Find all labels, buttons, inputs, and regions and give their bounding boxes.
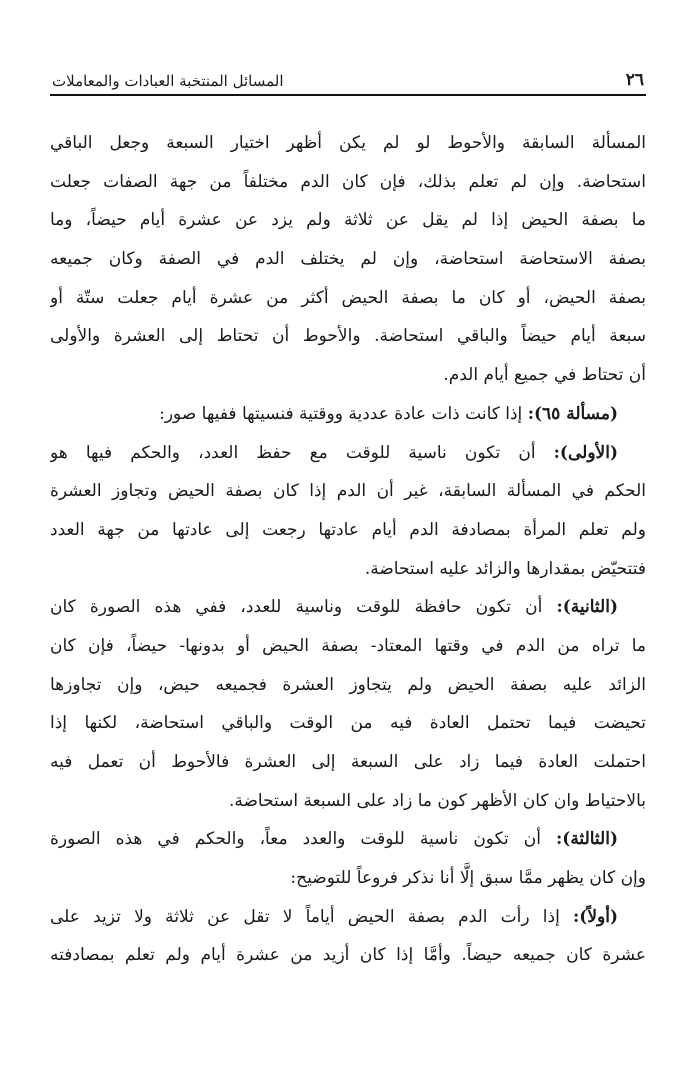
line-text: المسألة السابقة والأحوط لو لم يكن أظهر اختيار السبعة وجعل الباقي — [50, 133, 646, 153]
text-line — [50, 782, 646, 821]
text-line — [50, 743, 646, 782]
line-text: إذا رأت الدم بصفة الحيض أياماً لا تقل عن ثلاثة ولا تزيد على — [50, 906, 573, 927]
text-line — [50, 279, 646, 318]
text-line — [50, 356, 646, 395]
line-text: ما تراه من الدم في وقتها المعتاد- بصفة الحيض أو بدونها- حيضاً، فإن كان — [50, 635, 646, 656]
case-label: (الثالثة): — [556, 829, 618, 850]
line-text: بصفة الحيض، أو كان ما بصفة الحيض أكثر من عشرة أيام جعلت ستّة أو — [50, 287, 646, 308]
line-text: احتملت العادة فيما زاد على السبعة إلى العشرة فالأحوط أن تعمل فيه — [50, 752, 646, 772]
issue-label: (مسألة ٦٥): — [527, 403, 618, 424]
line-text: وإن كان يظهر ممَّا سبق إلَّا أنا نذكر فروعاً للتوضيح: — [290, 868, 646, 889]
text-line — [50, 704, 646, 743]
text-line — [50, 550, 646, 589]
line-text: أن تكون حافظة للوقت وناسية للعدد، ففي هذه الصورة كان — [50, 597, 557, 618]
document-page — [50, 0, 646, 1073]
line-text: سبعة أيام حيضاً والباقي استحاضة. والأحوط أن تحتاط إلى العشرة والأولى — [50, 326, 646, 347]
header-rule — [50, 94, 646, 96]
text-line — [50, 472, 646, 511]
text-line — [50, 163, 646, 202]
line-text: إذا كانت ذات عادة عددية ووقتية فنسيتها ففيها صور: — [159, 403, 528, 424]
line-text: أن تكون ناسية للوقت والعدد معاً، والحكم في هذه الصورة — [50, 829, 556, 850]
line-text: الحكم في المسألة السابقة، غير أن الدم إذا كان بصفة الحيض وتجاوز العشرة — [50, 481, 646, 502]
line-text: بالاحتياط وان كان الأظهر كون ما زاد على السبعة استحاضة. — [228, 790, 646, 811]
text-line — [50, 201, 646, 240]
running-title: المسائل المنتخبة العبادات والمعاملات — [52, 72, 284, 90]
line-text: أن تحتاط في جميع أيام الدم. — [443, 365, 646, 386]
text-line — [50, 511, 646, 550]
case-first-line — [50, 434, 646, 473]
text-line — [50, 240, 646, 279]
text-line — [50, 936, 646, 975]
text-line — [50, 124, 646, 163]
text-line — [50, 666, 646, 705]
text-line — [50, 317, 646, 356]
line-text: فتتحيّض بمقدارها والزائد عليه استحاضة. — [364, 558, 646, 579]
line-text: تحيضت فيما تحتمل العادة فيه من الوقت والباقي استحاضة، لكنها إذا — [50, 713, 646, 734]
text-line — [50, 627, 646, 666]
line-text: بصفة الاستحاضة استحاضة، وإن لم يختلف الدم في الصفة وكان جميعه — [50, 249, 646, 270]
line-text: ما بصفة الحيض إذا لم يقل عن ثلاثة ولم يزد عن عشرة أيام حيضاً، وما — [50, 210, 646, 231]
line-text: ولم تعلم المرأة بمصادفة الدم أيام عادتها رجعت إلى عادتها من جهة العدد — [50, 519, 646, 540]
branch-label: (أولاً): — [573, 906, 618, 927]
body-text — [50, 124, 646, 975]
line-text: استحاضة. وإن لم تعلم بذلك، فإن كان الدم مختلفاً من جهة الصفات جعلت — [50, 171, 646, 192]
line-text: أن تكون ناسية للوقت مع حفظ العدد، والحكم فيها هو — [50, 442, 554, 463]
text-line — [50, 859, 646, 898]
line-text: عشرة كان جميعه حيضاً. وأمَّا إذا كان أزيد من عشرة أيام ولم تعلم بمصادفته — [50, 945, 646, 966]
case-label: (الأولى): — [553, 442, 618, 463]
branch-first-line — [50, 898, 646, 937]
case-third-line — [50, 820, 646, 859]
issue-heading-line — [50, 395, 646, 434]
line-text: الزائد عليه بصفة الحيض ولم يتجاوز العشرة فجميعه حيض، وإن تجاوزها — [50, 674, 646, 695]
page-header — [50, 68, 646, 90]
case-second-line — [50, 588, 646, 627]
page-number: ٢٦ — [625, 70, 644, 90]
case-label: (الثانية): — [556, 597, 618, 618]
